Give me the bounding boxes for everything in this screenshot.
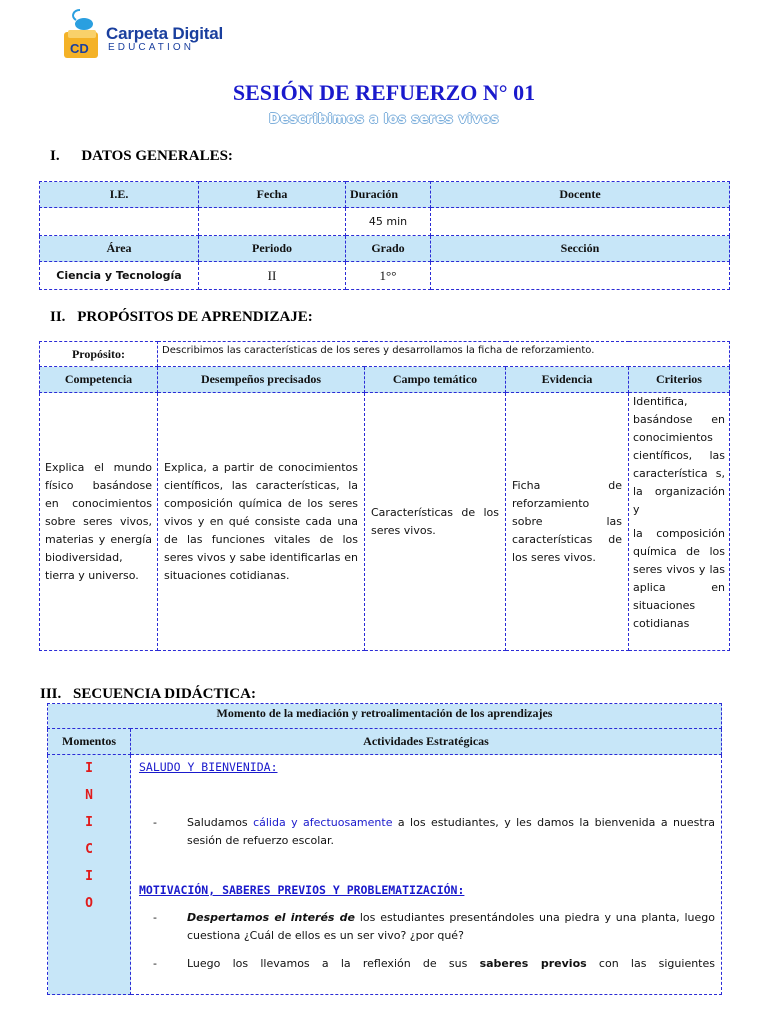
- despertamos-rest: los estudiantes presentándoles una piedra y una planta, luego cuestiona ¿Cuál de ellos es un ser vivo? ¿por qué?: [187, 911, 715, 942]
- bullet-dash: -: [153, 957, 157, 970]
- section-2-heading: [50, 309, 313, 326]
- criterios-cell: [629, 393, 730, 651]
- value-ie: [40, 208, 199, 236]
- value-grado: 1°°: [346, 262, 431, 290]
- criterios-part-2: la composición química de los seres vivos y las aplica en situaciones cotidianas: [633, 527, 725, 630]
- header-desempenos: Desempeños precisados: [158, 367, 365, 393]
- proposito-text: Describimos las características de los seres y desarrollamos la ficha de reforzamiento.: [158, 342, 730, 367]
- inicio-letter: I: [85, 761, 93, 776]
- value-area: Ciencia y Tecnología: [40, 262, 199, 290]
- despertamos-item: [139, 909, 715, 945]
- logo-subtitle: EDUCATION: [108, 42, 195, 53]
- actividades-cell: [131, 755, 722, 995]
- header-fecha: Fecha: [199, 182, 346, 208]
- section-1-heading: [50, 148, 233, 165]
- header-competencia: Competencia: [40, 367, 158, 393]
- datos-generales-table: [39, 181, 730, 290]
- desempenos-text: Explica, a partir de conocimientos científicos, las características, la composición química de los seres vivos y en qué consiste cada una de las funciones vitales de los seres vivos y sabe identificarlas en situaciones cotidianas.: [158, 393, 365, 651]
- inicio-letter: I: [85, 815, 93, 830]
- luego-item: [139, 955, 715, 973]
- section-2-label: PROPÓSITOS DE APRENDIZAJE:: [77, 309, 313, 325]
- section-1-label: DATOS GENERALES:: [81, 148, 233, 164]
- saludo-colon: :: [270, 760, 278, 774]
- header-actividades: Actividades Estratégicas: [131, 729, 722, 755]
- inicio-letter: I: [85, 869, 93, 884]
- propositos-table: [39, 341, 730, 651]
- inicio-letter: N: [85, 788, 93, 803]
- value-seccion: [431, 262, 730, 290]
- header-docente: Docente: [431, 182, 730, 208]
- header-duracion: Duración: [346, 182, 431, 208]
- section-3-heading: [40, 686, 256, 703]
- header-periodo: Periodo: [199, 236, 346, 262]
- proposito-label: Propósito:: [40, 342, 158, 367]
- svg-text:CD: CD: [70, 41, 89, 56]
- inicio-cell: [48, 755, 131, 995]
- campo-text: Características de los seres vivos.: [365, 393, 506, 651]
- saludo-item: [139, 814, 715, 850]
- value-docente: [431, 208, 730, 236]
- saludo-link: cálida y afectuosamente: [253, 816, 393, 829]
- luego-post: con las siguientes: [586, 957, 715, 970]
- section-1-number: I.: [50, 148, 60, 164]
- page-title: SESIÓN DE REFUERZO N° 01: [232, 80, 536, 105]
- criterios-part-1: Identifica, basándose en conocimientos científicos, las característica s, la organización y: [633, 395, 725, 516]
- logo-mouse-icon: [60, 6, 106, 62]
- header-ie: I.E.: [40, 182, 199, 208]
- section-3-number: III.: [40, 686, 62, 702]
- saludo-pre: Saludamos: [187, 816, 254, 829]
- header-area: Área: [40, 236, 199, 262]
- section-3-label: SECUENCIA DIDÁCTICA:: [73, 686, 256, 702]
- bullet-dash: -: [153, 816, 157, 829]
- luego-pre: Luego los llevamos a la reflexión de sus: [187, 957, 480, 970]
- header-evidencia: Evidencia: [506, 367, 629, 393]
- header-momentos: Momentos: [48, 729, 131, 755]
- saludo-title: SALUDO Y BIENVENIDA: [139, 760, 271, 774]
- luego-bold: saberes previos: [479, 957, 587, 970]
- logo: [60, 6, 230, 62]
- value-periodo: II: [199, 262, 346, 290]
- motivacion-title: MOTIVACIÓN, SABERES PREVIOS Y PROBLEMATIZACIÓN:: [139, 883, 465, 897]
- logo-brand: Carpeta Digital: [106, 24, 223, 43]
- value-fecha: [199, 208, 346, 236]
- header-grado: Grado: [346, 236, 431, 262]
- competencia-text: Explica el mundo físico basándose en conocimientos sobre seres vivos, materias y energía biodiversidad, tierra y universo.: [40, 393, 158, 651]
- header-criterios: Criterios: [629, 367, 730, 393]
- inicio-letter: C: [85, 842, 93, 857]
- momento-header: Momento de la mediación y retroalimentación de los aprendizajes: [48, 704, 722, 729]
- inicio-letter: O: [85, 896, 93, 911]
- page-subtitle: Describimos a los seres vivos: [269, 112, 499, 127]
- secuencia-table: [47, 703, 722, 995]
- header-campo: Campo temático: [365, 367, 506, 393]
- despertamos-bold: Despertamos el interés de: [187, 911, 355, 924]
- evidencia-text: Ficha de reforzamiento sobre las características de los seres vivos.: [506, 393, 629, 651]
- section-2-number: II.: [50, 309, 66, 325]
- saludo-post: a los estudiantes, y les damos la bienvenida a nuestra sesión de refuerzo escolar.: [187, 816, 715, 847]
- value-duracion: 45 min: [346, 208, 431, 236]
- header-seccion: Sección: [431, 236, 730, 262]
- bullet-dash: -: [153, 911, 157, 924]
